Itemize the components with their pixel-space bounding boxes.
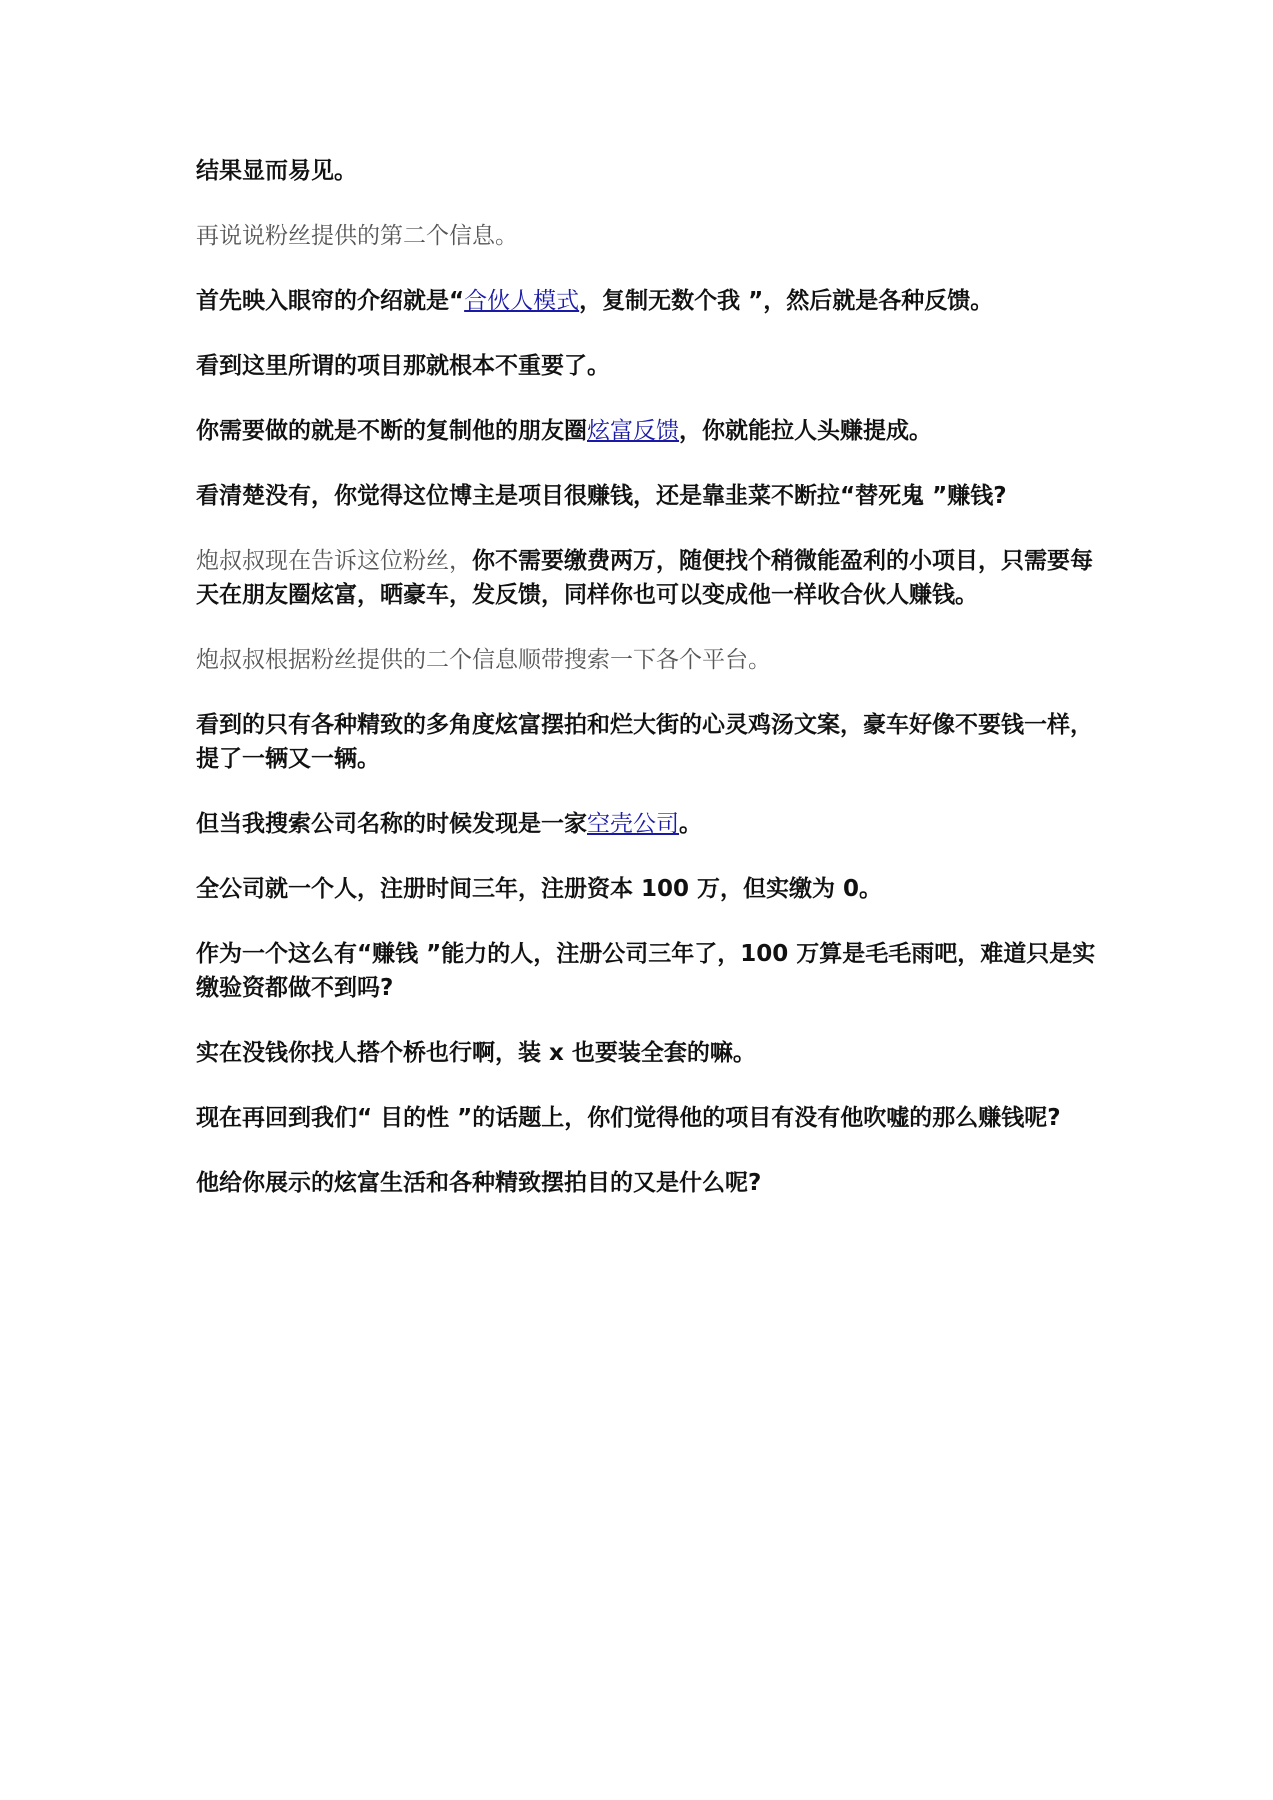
paragraph-text: ，复制无数个我 ”，然后就是各种反馈。 [579,288,994,314]
paragraph-text: 但当我搜索公司名称的时候发现是一家 [196,811,587,837]
paragraph [196,414,1096,448]
shell-company-link[interactable]: 空壳公司 [587,811,679,837]
paragraph: 现在再回到我们“ 目的性 ”的话题上，你们觉得他的项目有没有他吹嘘的那么赚钱呢? [196,1105,1061,1131]
paragraph-text: 炮叔叔现在告诉这位粉丝， [196,548,472,574]
paragraph: 看清楚没有，你觉得这位博主是项目很赚钱，还是靠韭菜不断拉“替死鬼 ”赚钱? [196,483,1007,509]
paragraph: 全公司就一个人，注册时间三年，注册资本 100 万，但实缴为 0。 [196,876,883,902]
paragraph-text: 。 [679,811,702,837]
show-off-feedback-link[interactable]: 炫富反馈 [587,418,679,444]
paragraph: 结果显而易见。 [196,158,357,184]
paragraph: 炮叔叔根据粉丝提供的二个信息顺带搜索一下各个平台。 [196,647,771,673]
paragraph: 作为一个这么有“赚钱 ”能力的人，注册公司三年了，100 万算是毛毛雨吧，难道只是实缴验资都做不到吗? [196,941,1096,1001]
paragraph: 看到这里所谓的项目那就根本不重要了。 [196,353,610,379]
paragraph: 看到的只有各种精致的多角度炫富摆拍和烂大街的心灵鸡汤文案，豪车好像不要钱一样，提了一辆又一辆。 [196,712,1093,772]
paragraph: 再说说粉丝提供的第二个信息。 [196,223,518,249]
article-body [196,154,1096,1231]
paragraph-text: 你不需要缴费两万，随便找个稍微能盈利的小项目，只需要每天在朋友圈炫富，晒豪车，发反馈，同样你也可以变成他一样收合伙人赚钱。 [196,548,1093,608]
partner-mode-link[interactable]: 合伙人模式 [464,288,580,314]
paragraph: 他给你展示的炫富生活和各种精致摆拍目的又是什么呢? [196,1170,762,1196]
paragraph-text: ，你就能拉人头赚提成。 [679,418,932,444]
paragraph: 实在没钱你找人搭个桥也行啊，装 x 也要装全套的嘛。 [196,1040,756,1066]
paragraph-text: 你需要做的就是不断的复制他的朋友圈 [196,418,587,444]
paragraph [196,544,1096,612]
paragraph [196,284,1096,318]
paragraph-text: 首先映入眼帘的介绍就是“ [196,288,465,314]
paragraph [196,807,1096,841]
